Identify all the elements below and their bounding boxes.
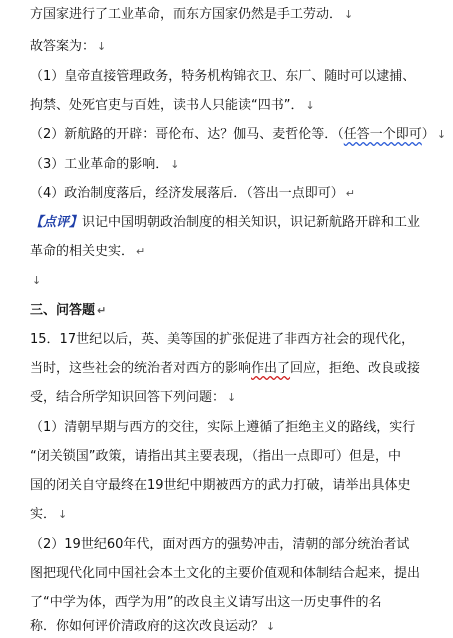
subquestion-1-cont: 实． ↓: [30, 507, 68, 522]
answer-1-cont: 拘禁、处死官吏与百姓，读书人只能读“四书”． ↓: [30, 98, 315, 113]
answer-2: （2）新航路的开辟：哥伦布、达？伽马、麦哲伦等．（任答一个即可） ↓: [30, 127, 447, 142]
subquestion-1: （1）清朝早期与西方的交往，实际上遵循了拒绝主义的路线，实行: [30, 420, 416, 435]
section-heading: 三、问答题 ↵: [30, 303, 107, 318]
subquestion-2-cont: 称．你如何评价清政府的这次改良运动？ ↓: [30, 619, 276, 634]
answer-1: （1）皇帝直接管理政务，特务机构锦衣卫、东厂、随时可以逮捕、: [30, 69, 416, 84]
answer-3: （3）工业革命的影响． ↓: [30, 157, 180, 172]
commentary-cont: 革命的相关史实． ↵: [30, 244, 146, 259]
subquestion-2: （2）19世纪60年代，面对西方的强势冲击，清朝的部分统治者试: [30, 537, 410, 552]
commentary-tag: 【点评】: [30, 215, 83, 230]
subquestion-2-cont: 了“中学为体，西学为用”的改良主义请写出这一历史事件的名: [30, 595, 382, 610]
blank-line: ↓: [32, 274, 42, 287]
commentary: 【点评】识记中国明朝政治制度的相关知识，识记新航路开辟和工业: [30, 215, 421, 230]
question-15-cont: 受，结合所学知识回答下列问题： ↓: [30, 390, 237, 405]
answer-label: 故答案为： ↓: [30, 39, 107, 54]
subquestion-1-cont: 国的闭关自守最终在19世纪中期被西方的武力打破，请举出具体史: [30, 478, 411, 493]
answer-4: （4）政治制度落后，经济发展落后．（答出一点即可） ↵: [30, 186, 355, 201]
subquestion-2-cont: 图把现代化同中国社会本土文化的主要价值观和体制结合起来，提出: [30, 566, 421, 581]
question-15: 15．17世纪以后，英、美等国的扩张促进了非西方社会的现代化，: [30, 332, 415, 347]
text-line: 方国家进行了工业革命，而东方国家仍然是手工劳动． ↓: [30, 7, 354, 22]
subquestion-1-cont: “闭关锁国”政策，请指出其主要表现，（指出一点即可）但是，中: [30, 449, 401, 464]
question-15-cont: 当时，这些社会的统治者对西方的影响作出了回应，拒绝、改良或接: [30, 361, 421, 376]
